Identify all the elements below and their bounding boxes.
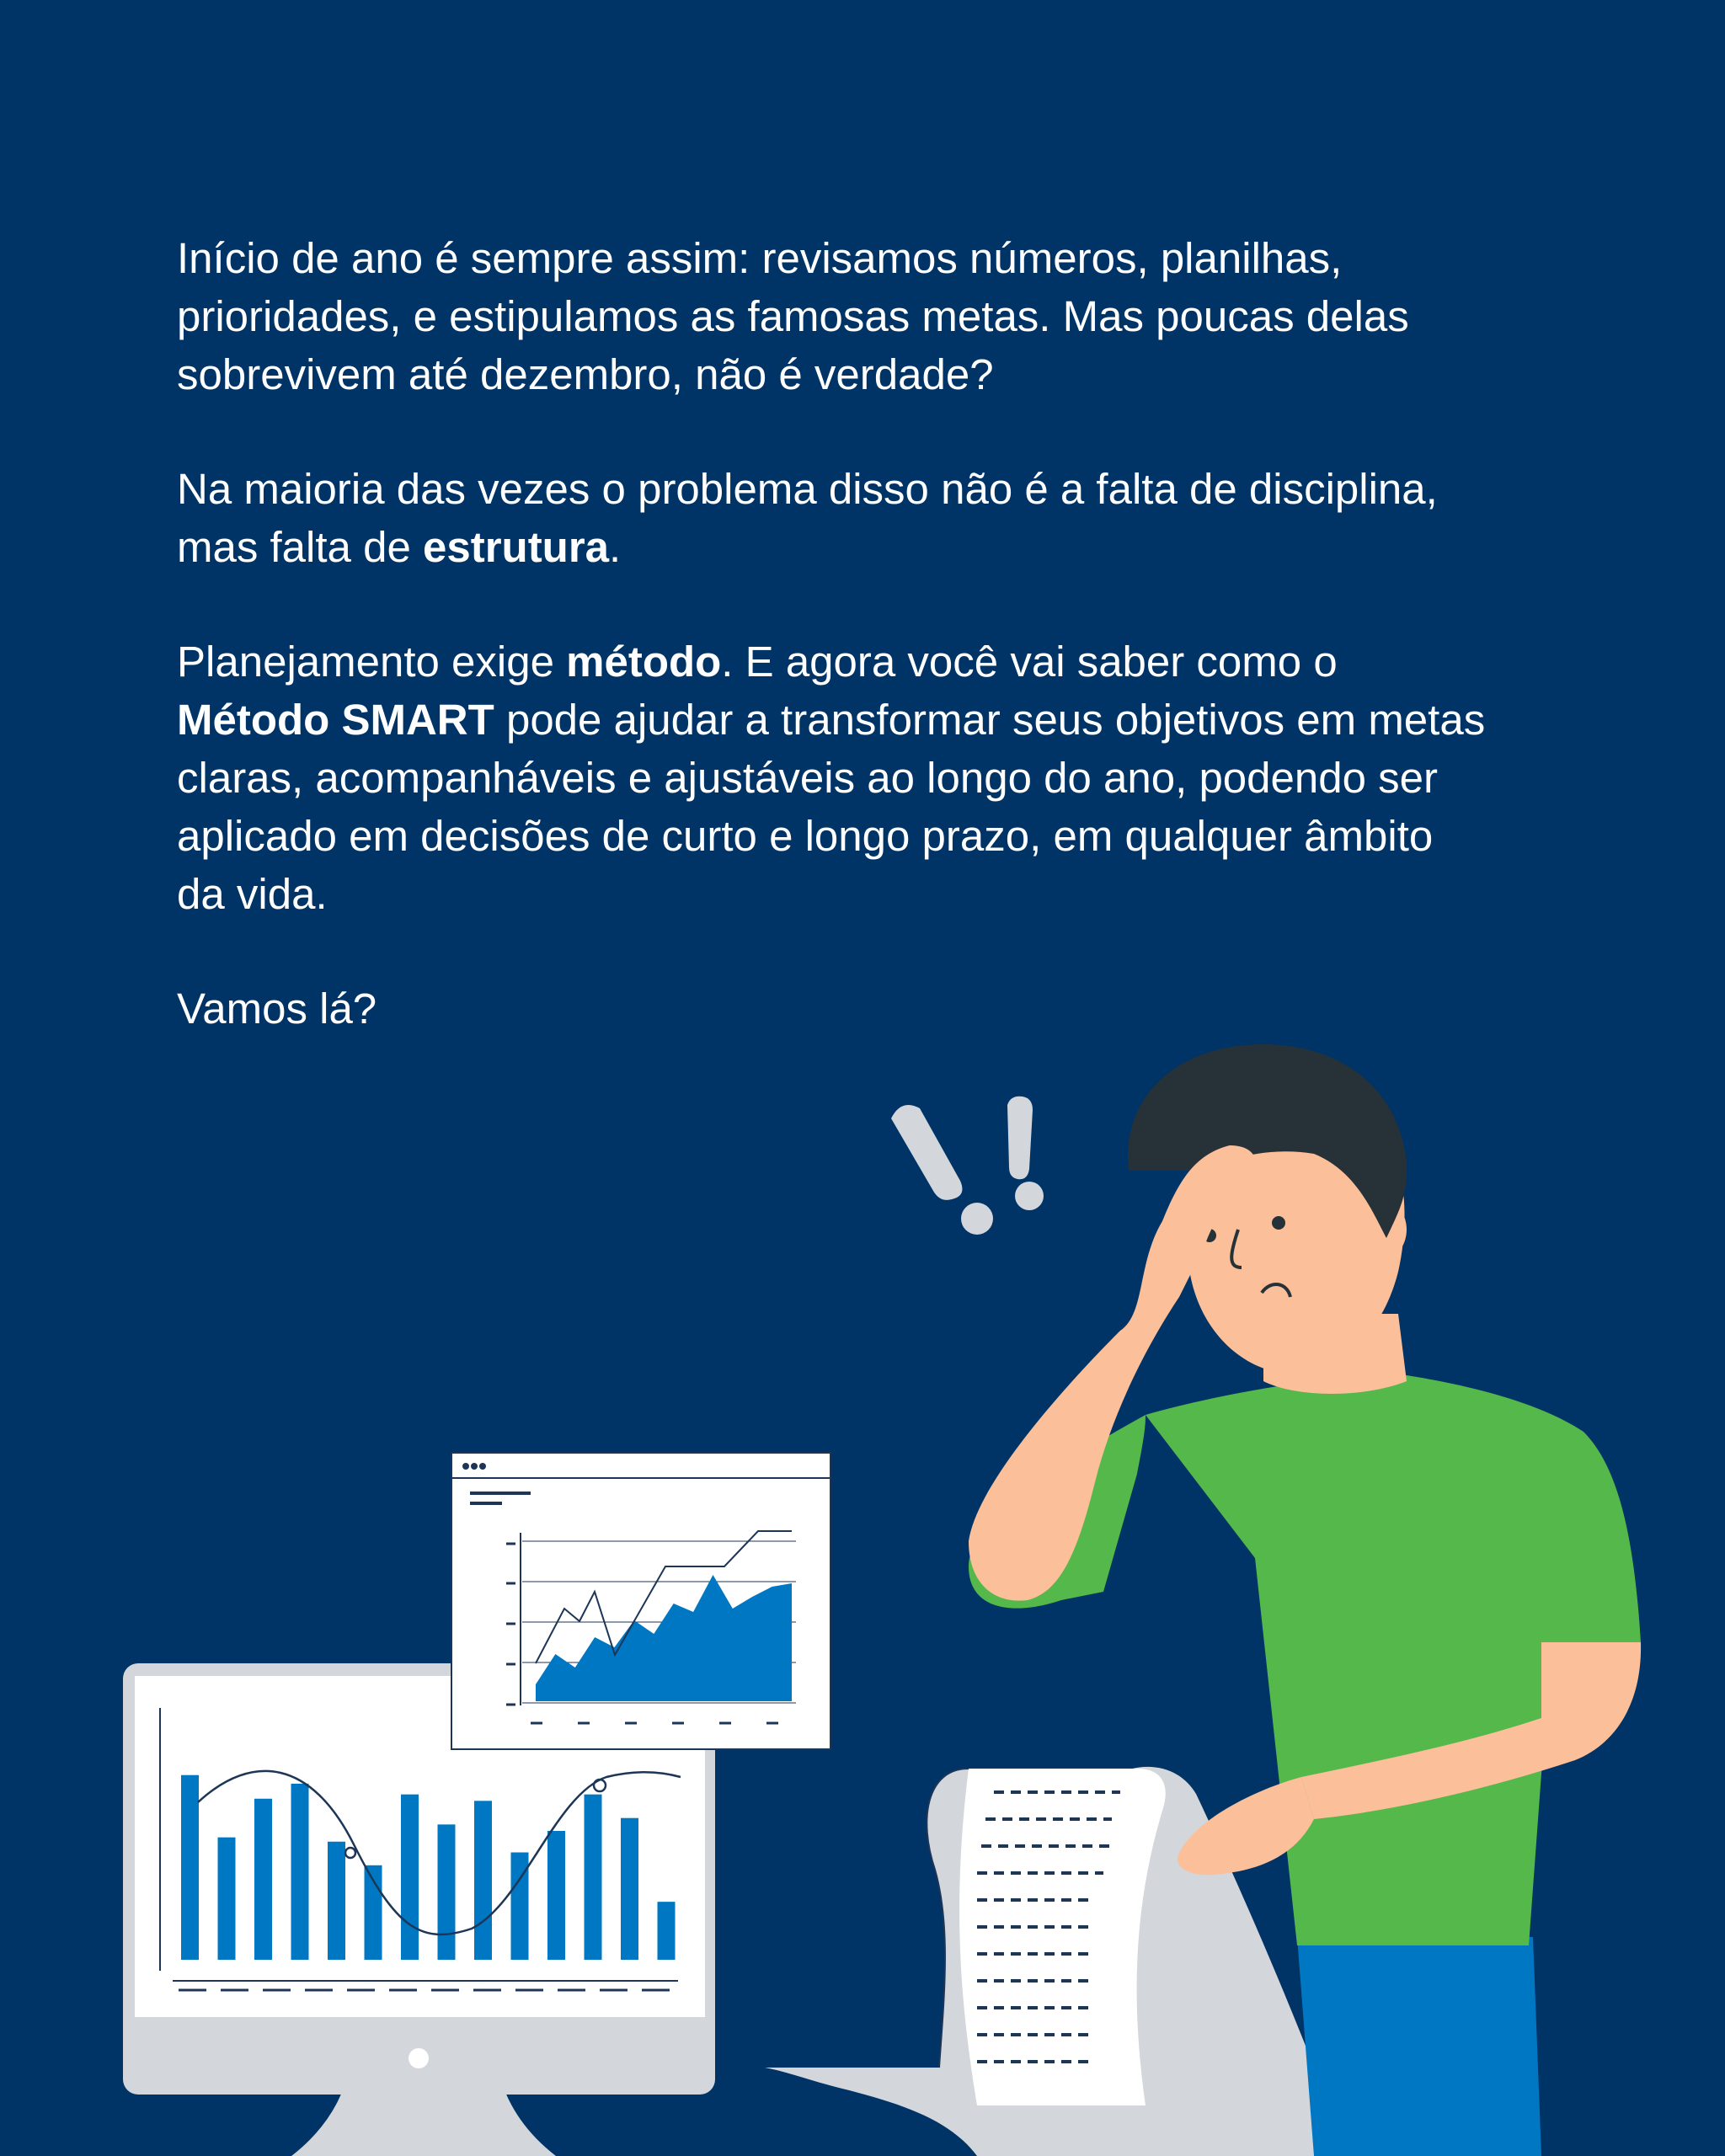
bold-metodo-smart: Método SMART xyxy=(177,696,494,744)
monitor-bar xyxy=(181,1775,199,1960)
paragraph-3-text-a: Planejamento exige xyxy=(177,638,567,686)
paragraph-1-text: Início de ano é sempre assim: revisamos números, planilhas, prioridades, e estipulamos as famosas metas. Mas poucas delas sobrevivem até dezembro, não é verdade? xyxy=(177,234,1409,398)
monitor-bar xyxy=(291,1784,309,1960)
monitor-bar xyxy=(328,1842,345,1960)
monitor-bar xyxy=(438,1824,456,1960)
paragraph-4-text: Vamos lá? xyxy=(177,985,377,1033)
monitor-bar xyxy=(658,1902,676,1960)
monitor-bar xyxy=(621,1818,638,1960)
bold-estrutura: estrutura xyxy=(422,523,610,571)
paragraph-3-text-c: . E agora você vai saber como o xyxy=(721,638,1338,686)
paragraph-3 xyxy=(177,632,1491,923)
paragraph-2-end: . xyxy=(609,523,622,571)
monitor-bar xyxy=(218,1838,236,1960)
paragraph-2 xyxy=(177,460,1491,576)
paragraph-3-text-e: pode ajudar a transformar seus objetivos em metas claras, acompanháveis e ajustáveis ao longo do ano, podendo ser aplicado em decisões de curto e longo prazo, em qualquer âmbito da vida. xyxy=(177,696,1486,918)
bold-metodo: método xyxy=(566,638,722,686)
intro-text xyxy=(177,229,1491,1094)
chart-window-icon xyxy=(451,1453,830,1749)
monitor-bar xyxy=(254,1799,272,1960)
monitor-bar xyxy=(474,1801,492,1960)
illustration xyxy=(0,1011,1725,2156)
monitor-bar xyxy=(547,1831,565,1960)
exclamation-icon xyxy=(891,1097,1044,1235)
monitor-bar xyxy=(401,1795,419,1960)
paragraph-2-text: Na maioria das vezes o problema disso não é a falta de disciplina, mas falta de xyxy=(177,465,1438,571)
paragraph-1 xyxy=(177,229,1491,403)
monitor-bar xyxy=(585,1795,602,1960)
